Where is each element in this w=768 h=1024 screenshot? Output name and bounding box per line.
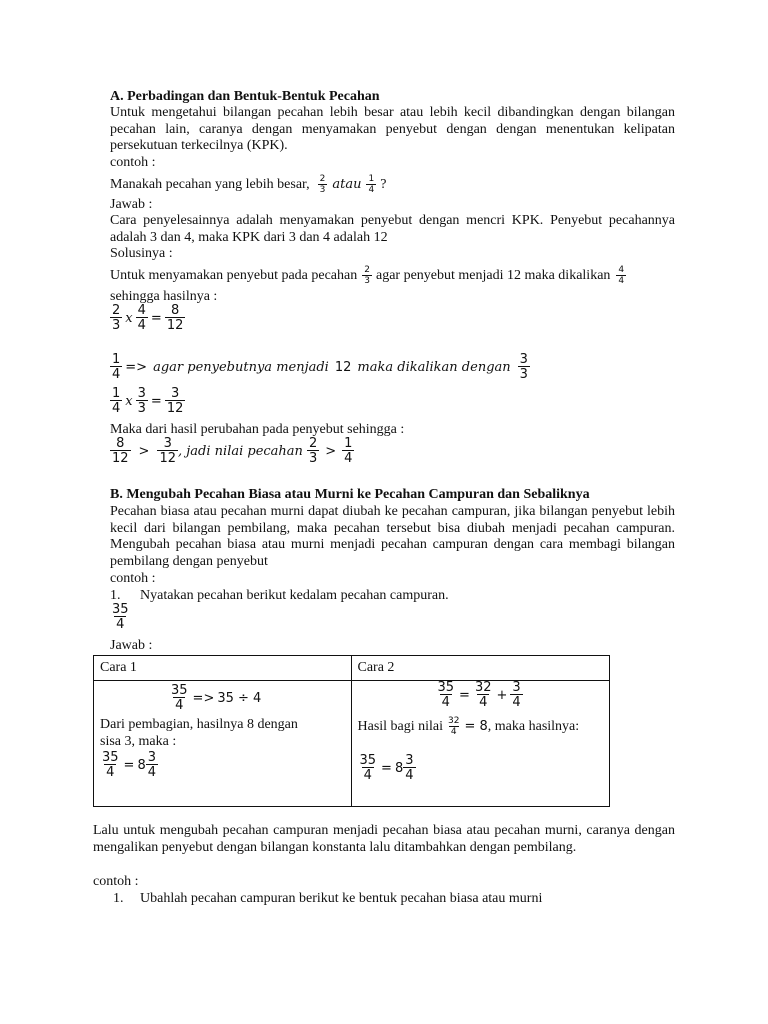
fraction xyxy=(169,684,190,712)
equation-4 xyxy=(110,437,354,465)
item-2-text: Ubahlah pecahan campuran berikut ke bentuk pecahan biasa atau murni xyxy=(140,891,543,906)
numerator: 1 xyxy=(368,174,375,184)
denominator: 4 xyxy=(344,451,353,466)
numerator: 35 xyxy=(437,680,455,695)
fraction xyxy=(358,754,379,782)
fraction xyxy=(110,387,122,415)
question-atau: atau xyxy=(332,177,362,192)
denominator: 4 xyxy=(618,276,625,286)
item-2-number: 1. xyxy=(113,891,124,906)
numerator: 3 xyxy=(405,753,414,768)
cara-1-division xyxy=(169,684,261,712)
item-1-text: Nyatakan pecahan berikut kedalam pecahan campuran. xyxy=(140,588,449,603)
equation-4-text: , jadi nilai pecahan xyxy=(178,443,303,459)
fraction xyxy=(157,437,178,465)
fraction xyxy=(446,717,461,737)
fraction xyxy=(110,603,131,631)
denominator: 3 xyxy=(137,401,146,416)
table-header-cara-1 xyxy=(94,656,352,681)
equation-2-text: agar penyebutnya menjadi xyxy=(153,359,329,375)
equation-2 xyxy=(110,353,530,381)
lalu-text: Lalu untuk mengubah pecahan campuran menjadi pecahan biasa atau pecahan murni, caranya dengan mengalikan penyebut dengan bilangan konstanta lalu ditambahkan dengan pembilang. xyxy=(93,823,675,855)
numerator: 3 xyxy=(512,680,521,695)
multiply-sign: x xyxy=(125,393,133,409)
solusi-label: Solusinya : xyxy=(110,246,173,261)
numerator: 3 xyxy=(170,386,180,401)
fraction xyxy=(110,353,122,381)
fraction xyxy=(403,754,415,782)
numerator: 8 xyxy=(116,436,125,451)
cara-2-post: , maka hasilnya: xyxy=(487,719,580,734)
multiply-sign: x xyxy=(125,310,133,326)
numerator: 3 xyxy=(519,352,528,367)
cara-table xyxy=(93,655,610,807)
question-post: ? xyxy=(380,177,387,192)
numerator: 2 xyxy=(112,303,121,318)
numerator: 2 xyxy=(319,174,326,184)
denominator: 12 xyxy=(166,401,184,416)
table-cell-cara-1 xyxy=(94,681,352,807)
solusi-mid: agar penyebut menjadi 12 maka dikalikan xyxy=(375,268,611,283)
fraction xyxy=(110,304,122,332)
solusi-fraction-1 xyxy=(362,266,372,286)
denominator: 4 xyxy=(112,401,121,416)
solusi-line xyxy=(110,262,626,290)
denominator: 4 xyxy=(147,765,157,780)
equals-sign: = xyxy=(123,757,135,773)
cara-2-hasil-line xyxy=(358,713,580,741)
numerator: 3 xyxy=(147,750,157,765)
fraction xyxy=(165,304,186,332)
greater-than-sign: > xyxy=(138,443,150,459)
section-a-contoh: contoh : xyxy=(110,155,156,170)
section-b-contoh: contoh : xyxy=(110,571,156,586)
denominator: 3 xyxy=(319,185,326,195)
fraction xyxy=(136,304,148,332)
fraction xyxy=(510,681,522,709)
maka-text: Maka dari hasil perubahan pada penyebut sehingga : xyxy=(110,422,405,437)
denominator: 3 xyxy=(308,451,318,466)
arrow: => xyxy=(125,359,148,375)
whole-number: 8 xyxy=(394,760,404,776)
denominator: 4 xyxy=(368,185,375,195)
fraction xyxy=(100,751,121,779)
cara-1-label: Cara 1 xyxy=(100,660,137,675)
denominator: 4 xyxy=(363,768,372,783)
fraction xyxy=(146,751,158,779)
section-b-intro: Pecahan biasa atau pecahan murni dapat diubah ke pecahan campuran, jika bilangan penyebut lebih kecil dari bilangan pembilang, maka pecahan tersebut bisa diubah menjadi pecahan campuran. Mengubah pecahan biasa atau murni menjadi pecahan campuran dengan cara membagi bilangan pembilang dengan penyebut xyxy=(110,504,675,569)
section-b-title: B. Mengubah Pecahan Biasa atau Murni ke Pecahan Campuran dan Sebaliknya xyxy=(110,487,590,502)
numerator: 32 xyxy=(474,680,492,695)
denominator: 3 xyxy=(519,367,528,382)
numerator: 4 xyxy=(137,303,146,318)
denominator: 12 xyxy=(159,451,176,466)
numerator: 1 xyxy=(344,436,353,451)
numerator: 35 xyxy=(112,602,129,617)
denominator: 4 xyxy=(112,367,121,382)
equation-3 xyxy=(110,387,185,415)
item-1-fraction xyxy=(110,603,131,631)
denominator: 4 xyxy=(137,318,146,333)
cara-2-label: Cara 2 xyxy=(357,660,395,675)
arrow: => xyxy=(192,690,215,706)
equals-sign: = xyxy=(381,760,392,776)
plus-sign: + xyxy=(496,687,508,703)
numerator: 2 xyxy=(364,265,370,275)
item-1-number: 1. xyxy=(110,588,121,603)
table-cell-cara-2 xyxy=(351,681,610,807)
denominator: 12 xyxy=(166,318,184,333)
greater-than-sign: > xyxy=(325,443,337,459)
equation-2-text-2: maka dikalikan dengan xyxy=(357,359,511,375)
equals-eight: = 8 xyxy=(464,719,488,734)
section-a-title: A. Perbadingan dan Bentuk-Bentuk Pecahan xyxy=(110,89,380,104)
jawab-text: Cara penyelesainnya adalah menyamakan penyebut dengan mencri KPK. Penyebut pecahannya adalah 3 dan 4, maka KPK dari 3 dan 4 adalah 12 xyxy=(110,213,675,245)
fraction xyxy=(307,437,319,465)
denominator: 4 xyxy=(450,727,457,737)
numerator: 32 xyxy=(448,716,460,726)
equals-sign: = xyxy=(150,310,162,326)
question-pre: Manakah pecahan yang lebih besar, xyxy=(110,177,310,192)
fraction xyxy=(110,437,131,465)
jawab-label: Jawab : xyxy=(110,197,153,212)
fraction xyxy=(473,681,494,709)
fraction xyxy=(165,387,186,415)
jawab-label-b: Jawab : xyxy=(110,638,153,653)
question-fraction-1 xyxy=(318,175,328,195)
division-expression: 35 ÷ 4 xyxy=(217,690,262,706)
numerator: 35 xyxy=(359,753,377,768)
denominator: 4 xyxy=(405,768,414,783)
numerator: 3 xyxy=(137,386,146,401)
numerator: 1 xyxy=(112,352,121,367)
fraction xyxy=(518,353,530,381)
denominator: 4 xyxy=(441,695,450,710)
cara-2-pre: Hasil bagi nilai xyxy=(357,719,444,734)
denominator: 4 xyxy=(512,695,521,710)
denominator: 4 xyxy=(106,765,115,780)
cara-1-result xyxy=(100,751,158,779)
numerator: 4 xyxy=(618,265,625,275)
numerator: 2 xyxy=(308,436,318,451)
numerator: 35 xyxy=(102,750,119,765)
question-fraction-2 xyxy=(366,175,376,195)
fraction xyxy=(136,387,148,415)
denominator: 4 xyxy=(479,695,488,710)
solusi-pre: Untuk menyamakan penyebut pada pecahan xyxy=(110,268,358,283)
equation-2-number: 12 xyxy=(334,359,352,375)
denominator: 4 xyxy=(175,698,184,713)
equation-1 xyxy=(110,304,185,332)
solusi-post: sehingga hasilnya : xyxy=(110,289,218,304)
numerator: 1 xyxy=(112,386,121,401)
numerator: 35 xyxy=(171,683,188,698)
cara-1-text-2: sisa 3, maka : xyxy=(100,734,177,749)
fraction xyxy=(342,437,354,465)
denominator: 12 xyxy=(112,451,129,466)
fraction xyxy=(436,681,457,709)
numerator: 3 xyxy=(163,436,172,451)
table-header-cara-2 xyxy=(351,656,610,681)
denominator: 4 xyxy=(116,617,125,632)
contoh-2: contoh : xyxy=(93,874,139,889)
equals-sign: = xyxy=(150,393,162,409)
solusi-fraction-2 xyxy=(616,266,626,286)
whole-number: 8 xyxy=(137,757,146,773)
cara-2-result xyxy=(358,754,416,782)
denominator: 3 xyxy=(112,318,121,333)
question-line xyxy=(110,172,386,198)
numerator: 8 xyxy=(170,303,180,318)
equals-sign: = xyxy=(459,687,470,703)
cara-2-decomposition xyxy=(436,681,523,709)
denominator: 3 xyxy=(364,276,370,286)
section-a-intro: Untuk mengetahui bilangan pecahan lebih besar atau lebih kecil dibandingkan dengan bilangan pecahan lain, caranya dengan menyamakan penyebut dengan dengan menentukan kelipatan persekutuan terkecilnya (KPK). xyxy=(110,105,675,153)
cara-1-text-1: Dari pembagian, hasilnya 8 dengan xyxy=(100,717,298,732)
